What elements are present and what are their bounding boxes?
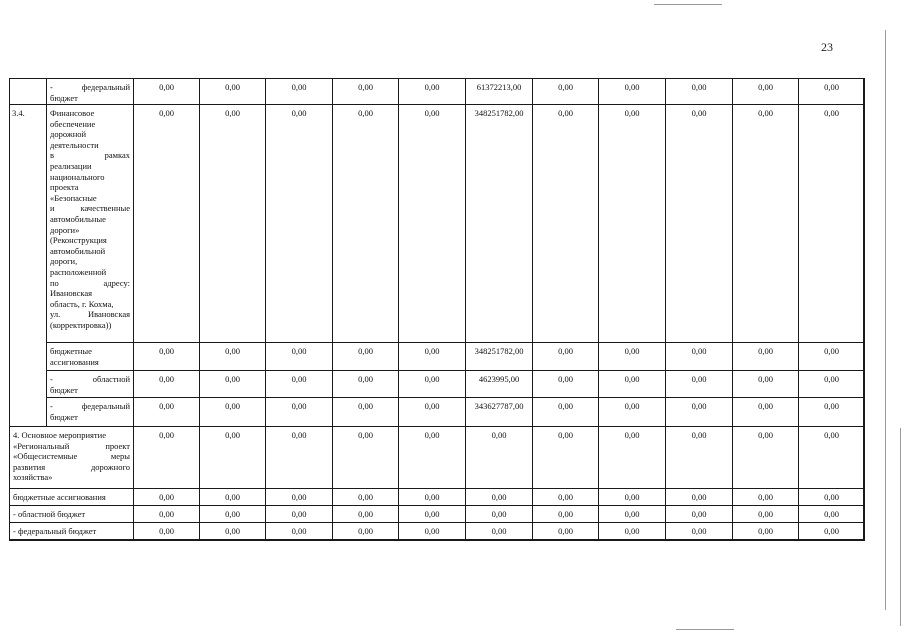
value-text: 0,00 — [624, 82, 640, 92]
value-text: 0,00 — [624, 108, 640, 118]
value-text: 0,00 — [624, 492, 640, 502]
value-cell — [332, 397, 399, 427]
value-cell — [665, 397, 733, 427]
row-label-word: качественные — [80, 203, 130, 214]
value-text: 0,00 — [358, 108, 373, 118]
value-cell — [732, 397, 799, 427]
value-text: 0,00 — [558, 346, 573, 356]
row-label-line: область, г. Кохма, — [50, 298, 114, 309]
value-text: 0,00 — [358, 430, 373, 440]
row-label — [50, 346, 130, 367]
value-text: 0,00 — [758, 108, 773, 118]
value-text: 0,00 — [291, 346, 307, 356]
value-text: 0,00 — [291, 108, 307, 118]
row-label-line: - федеральный бюджет — [13, 526, 97, 536]
value-cell — [665, 104, 733, 343]
row-label — [50, 401, 130, 422]
row-label-line: бюджет — [50, 411, 78, 422]
value-cell — [332, 505, 399, 523]
value-cell — [265, 426, 333, 489]
value-cell — [398, 488, 466, 506]
value-text: 0,00 — [159, 82, 174, 92]
row-label-cell — [9, 522, 134, 541]
row-label-line: национального — [50, 171, 105, 182]
row-label-word: в — [50, 150, 55, 161]
value-text: 0,00 — [758, 526, 773, 536]
row-label — [50, 108, 130, 330]
value-cell — [798, 370, 865, 398]
value-cell — [732, 488, 799, 506]
row-label-word: - — [50, 82, 53, 92]
row-label — [13, 509, 130, 520]
value-text: 0,00 — [558, 82, 573, 92]
value-cell — [133, 488, 200, 506]
value-text: 0,00 — [558, 492, 573, 502]
row-label-word: федеральный — [81, 82, 130, 92]
row-label-line: Финансовое — [50, 108, 95, 118]
value-text: 348251782,00 — [474, 346, 524, 356]
value-text: 0,00 — [424, 108, 440, 118]
budget-table — [9, 78, 864, 540]
row-label — [50, 374, 130, 395]
value-text: 0,00 — [159, 526, 174, 536]
value-text: 0,00 — [758, 401, 773, 411]
row-label-word: и — [50, 203, 55, 214]
row-label-cell — [46, 397, 134, 427]
item-number-cell — [9, 78, 47, 105]
value-cell — [398, 370, 466, 398]
row-label-cell — [46, 342, 134, 371]
row-label-line: (корректировка)) — [50, 319, 112, 330]
row-label-cell — [9, 426, 134, 489]
value-cell — [465, 370, 533, 398]
value-text: 0,00 — [358, 82, 373, 92]
value-cell — [532, 397, 599, 427]
row-label-cell — [46, 104, 134, 343]
value-cell — [265, 397, 333, 427]
value-text: 0,00 — [358, 509, 373, 519]
value-cell — [332, 78, 399, 105]
value-text: 0,00 — [558, 526, 573, 536]
value-text: 0,00 — [824, 526, 839, 536]
row-label-line — [13, 441, 130, 452]
row-label-line — [50, 309, 130, 320]
row-label-line: автомобильной — [50, 245, 106, 256]
value-text: 348251782,00 — [474, 108, 524, 118]
value-cell — [665, 342, 733, 371]
value-text: 0,00 — [558, 509, 573, 519]
row-label-word: - — [50, 374, 53, 384]
value-cell — [199, 505, 266, 523]
value-text: 0,00 — [491, 430, 507, 440]
value-cell — [133, 505, 200, 523]
value-cell — [798, 342, 865, 371]
value-text: 0,00 — [624, 430, 640, 440]
value-cell — [332, 370, 399, 398]
value-cell — [398, 426, 466, 489]
row-label — [13, 430, 130, 483]
value-cell — [798, 78, 865, 105]
value-text: 0,00 — [291, 430, 307, 440]
row-label — [13, 492, 130, 503]
value-cell — [398, 505, 466, 523]
value-cell — [398, 522, 466, 541]
value-text: 61372213,00 — [476, 82, 522, 92]
value-cell — [732, 78, 799, 105]
row-label-line: (Реконструкция — [50, 235, 107, 246]
value-text: 0,00 — [824, 509, 839, 519]
value-text: 0,00 — [291, 374, 307, 384]
value-text: 0,00 — [824, 108, 839, 118]
value-cell — [398, 78, 466, 105]
value-text: 0,00 — [159, 108, 174, 118]
row-label-word: дорожного — [90, 461, 130, 472]
value-cell — [133, 522, 200, 541]
value-cell — [465, 397, 533, 427]
row-label-line — [13, 451, 130, 462]
value-cell — [598, 370, 666, 398]
value-text: 0,00 — [225, 509, 240, 519]
value-text: 0,00 — [424, 82, 440, 92]
row-label-word: федеральный — [81, 401, 130, 411]
value-cell — [798, 505, 865, 523]
value-cell — [665, 426, 733, 489]
row-label-line: бюджетные — [50, 346, 92, 356]
row-label-word: - — [50, 401, 53, 411]
value-text: 0,00 — [824, 401, 839, 411]
page-number: 23 — [821, 40, 833, 54]
value-cell — [398, 342, 466, 371]
value-cell — [598, 78, 666, 105]
value-text: 0,00 — [358, 401, 373, 411]
value-cell — [332, 522, 399, 541]
row-label-line: Ивановская — [50, 288, 93, 299]
value-cell — [798, 104, 865, 343]
value-cell — [199, 342, 266, 371]
row-label-line: дороги» — [50, 224, 80, 235]
value-cell — [798, 522, 865, 541]
value-text: 0,00 — [558, 108, 573, 118]
row-label — [50, 82, 130, 103]
value-cell — [265, 370, 333, 398]
row-label-line: расположенной — [50, 266, 107, 277]
value-text: 0,00 — [824, 346, 839, 356]
row-label-line — [50, 82, 130, 93]
value-cell — [332, 104, 399, 343]
value-cell — [598, 342, 666, 371]
value-text: 0,00 — [291, 492, 307, 502]
value-text: 0,00 — [691, 509, 707, 519]
value-text: 0,00 — [758, 430, 773, 440]
value-cell — [199, 397, 266, 427]
scan-mark-right-lower — [900, 428, 901, 626]
value-text: 0,00 — [159, 374, 174, 384]
value-cell — [598, 505, 666, 523]
value-cell — [465, 426, 533, 489]
row-label-cell — [46, 370, 134, 398]
value-cell — [665, 505, 733, 523]
value-text: 0,00 — [225, 82, 240, 92]
value-cell — [199, 522, 266, 541]
value-text: 0,00 — [758, 509, 773, 519]
value-cell — [598, 104, 666, 343]
value-cell — [598, 522, 666, 541]
value-cell — [465, 505, 533, 523]
value-cell — [199, 370, 266, 398]
value-cell — [332, 488, 399, 506]
value-text: 0,00 — [424, 430, 440, 440]
value-text: 0,00 — [691, 526, 707, 536]
value-cell — [532, 342, 599, 371]
value-cell — [265, 522, 333, 541]
value-text: 0,00 — [225, 430, 240, 440]
scan-mark-top — [654, 4, 722, 5]
row-label-word: проект — [105, 440, 130, 451]
value-cell — [798, 488, 865, 506]
row-label-line: дороги, — [50, 256, 78, 267]
value-cell — [732, 505, 799, 523]
value-text: 0,00 — [491, 492, 507, 502]
row-label-word: рамках — [104, 150, 130, 161]
row-label-line: «Безопасные — [50, 192, 97, 203]
value-text: 0,00 — [225, 108, 240, 118]
value-text: 0,00 — [424, 401, 440, 411]
value-cell — [199, 488, 266, 506]
value-cell — [532, 370, 599, 398]
row-label-word: развития — [13, 461, 46, 472]
value-text: 0,00 — [624, 346, 640, 356]
value-text: 0,00 — [558, 374, 573, 384]
value-cell — [199, 78, 266, 105]
value-cell — [532, 488, 599, 506]
value-cell — [665, 78, 733, 105]
value-text: 0,00 — [159, 492, 174, 502]
row-label-word: по — [50, 277, 59, 288]
value-cell — [598, 397, 666, 427]
value-text: 0,00 — [824, 492, 839, 502]
value-text: 0,00 — [691, 82, 707, 92]
value-cell — [732, 522, 799, 541]
row-label-cell — [46, 78, 134, 105]
row-label-line: бюджет — [50, 92, 78, 103]
row-label — [13, 526, 130, 537]
value-cell — [133, 397, 200, 427]
row-label-word: «Общесистемные — [13, 451, 78, 462]
value-cell — [665, 370, 733, 398]
value-cell — [798, 426, 865, 489]
value-cell — [665, 522, 733, 541]
value-text: 343627787,00 — [474, 401, 524, 411]
value-cell — [133, 342, 200, 371]
row-label-line — [50, 150, 130, 161]
value-text: 0,00 — [624, 401, 640, 411]
row-label-line: ассигнования — [50, 356, 99, 367]
value-cell — [265, 488, 333, 506]
value-text: 0,00 — [558, 430, 573, 440]
value-text: 0,00 — [291, 509, 307, 519]
row-label-line: хозяйства» — [13, 472, 53, 483]
value-text: 0,00 — [291, 82, 307, 92]
value-cell — [465, 104, 533, 343]
value-text: 0,00 — [358, 374, 373, 384]
value-cell — [398, 397, 466, 427]
row-label-line — [50, 374, 130, 385]
value-cell — [265, 104, 333, 343]
scan-mark-right — [885, 30, 886, 610]
value-text: 0,00 — [824, 374, 839, 384]
value-text: 0,00 — [691, 108, 707, 118]
value-text: 0,00 — [358, 492, 373, 502]
value-text: 0,00 — [424, 346, 440, 356]
value-text: 0,00 — [758, 346, 773, 356]
value-cell — [199, 426, 266, 489]
value-cell — [532, 104, 599, 343]
value-text: 0,00 — [624, 526, 640, 536]
value-text: 0,00 — [424, 509, 440, 519]
value-text: 0,00 — [624, 509, 640, 519]
item-number: 3.4. — [12, 108, 25, 118]
value-text: 0,00 — [824, 82, 839, 92]
value-cell — [133, 370, 200, 398]
value-cell — [732, 426, 799, 489]
row-label-cell — [9, 505, 134, 523]
value-cell — [598, 426, 666, 489]
value-cell — [265, 505, 333, 523]
value-text: 0,00 — [691, 346, 707, 356]
scan-mark-bottom — [676, 629, 734, 630]
value-text: 0,00 — [225, 526, 240, 536]
value-text: 0,00 — [824, 430, 839, 440]
value-text: 0,00 — [358, 526, 373, 536]
value-text: 0,00 — [225, 346, 240, 356]
value-cell — [332, 342, 399, 371]
value-cell — [398, 104, 466, 343]
row-label-word: меры — [110, 451, 130, 462]
value-cell — [133, 78, 200, 105]
row-label-line: реализации — [50, 160, 92, 171]
value-cell — [532, 505, 599, 523]
value-text: 0,00 — [758, 82, 773, 92]
value-text: 0,00 — [491, 526, 507, 536]
value-text: 0,00 — [358, 346, 373, 356]
row-label-word: Ивановская — [87, 309, 130, 320]
value-cell — [265, 78, 333, 105]
value-cell — [732, 104, 799, 343]
value-text: 0,00 — [758, 492, 773, 502]
value-cell — [665, 488, 733, 506]
row-label-cell — [9, 488, 134, 506]
value-text: 0,00 — [159, 430, 174, 440]
row-label-line — [13, 462, 130, 473]
value-cell — [465, 522, 533, 541]
value-text: 0,00 — [624, 374, 640, 384]
row-label-line — [50, 278, 130, 289]
value-text: 0,00 — [159, 346, 174, 356]
value-text: 0,00 — [225, 492, 240, 502]
value-text: 0,00 — [291, 526, 307, 536]
value-text: 4623995,00 — [478, 374, 520, 384]
value-cell — [532, 522, 599, 541]
value-cell — [732, 370, 799, 398]
value-text: 0,00 — [691, 492, 707, 502]
value-cell — [732, 342, 799, 371]
value-text: 0,00 — [424, 526, 440, 536]
value-text: 0,00 — [159, 401, 174, 411]
value-text: 0,00 — [291, 401, 307, 411]
value-text: 0,00 — [758, 374, 773, 384]
value-cell — [133, 104, 200, 343]
row-label-word: адресу: — [103, 277, 130, 288]
value-cell — [532, 78, 599, 105]
value-text: 0,00 — [691, 430, 707, 440]
value-cell — [265, 342, 333, 371]
value-text: 0,00 — [558, 401, 573, 411]
row-label-line — [50, 401, 130, 412]
row-label-word: областной — [92, 374, 130, 384]
value-text: 0,00 — [424, 492, 440, 502]
row-label-line: автомобильные — [50, 213, 106, 224]
row-label-line: дорожной — [50, 129, 87, 140]
row-label-line: проекта — [50, 182, 79, 193]
row-label-line: бюджетные ассигнования — [13, 492, 106, 502]
row-label-line — [50, 203, 130, 214]
row-label-line: бюджет — [50, 384, 78, 395]
value-text: 0,00 — [225, 401, 240, 411]
value-cell — [465, 78, 533, 105]
value-text: 0,00 — [424, 374, 440, 384]
row-label-word: «Региональный — [13, 440, 70, 451]
value-text: 0,00 — [159, 509, 174, 519]
row-label-line: 4. Основное мероприятие — [13, 430, 106, 440]
value-cell — [465, 342, 533, 371]
row-label-word: ул. — [50, 309, 61, 320]
value-cell — [133, 426, 200, 489]
value-cell — [332, 426, 399, 489]
value-cell — [199, 104, 266, 343]
row-label-line: обеспечение — [50, 118, 96, 129]
value-cell — [465, 488, 533, 506]
value-text: 0,00 — [225, 374, 240, 384]
value-text: 0,00 — [691, 401, 707, 411]
row-label-line: - областной бюджет — [13, 509, 86, 519]
value-text: 0,00 — [691, 374, 707, 384]
value-cell — [798, 397, 865, 427]
value-cell — [532, 426, 599, 489]
value-text: 0,00 — [491, 509, 507, 519]
item-number-cell — [9, 104, 47, 427]
value-cell — [598, 488, 666, 506]
row-label-line: деятельности — [50, 139, 99, 150]
